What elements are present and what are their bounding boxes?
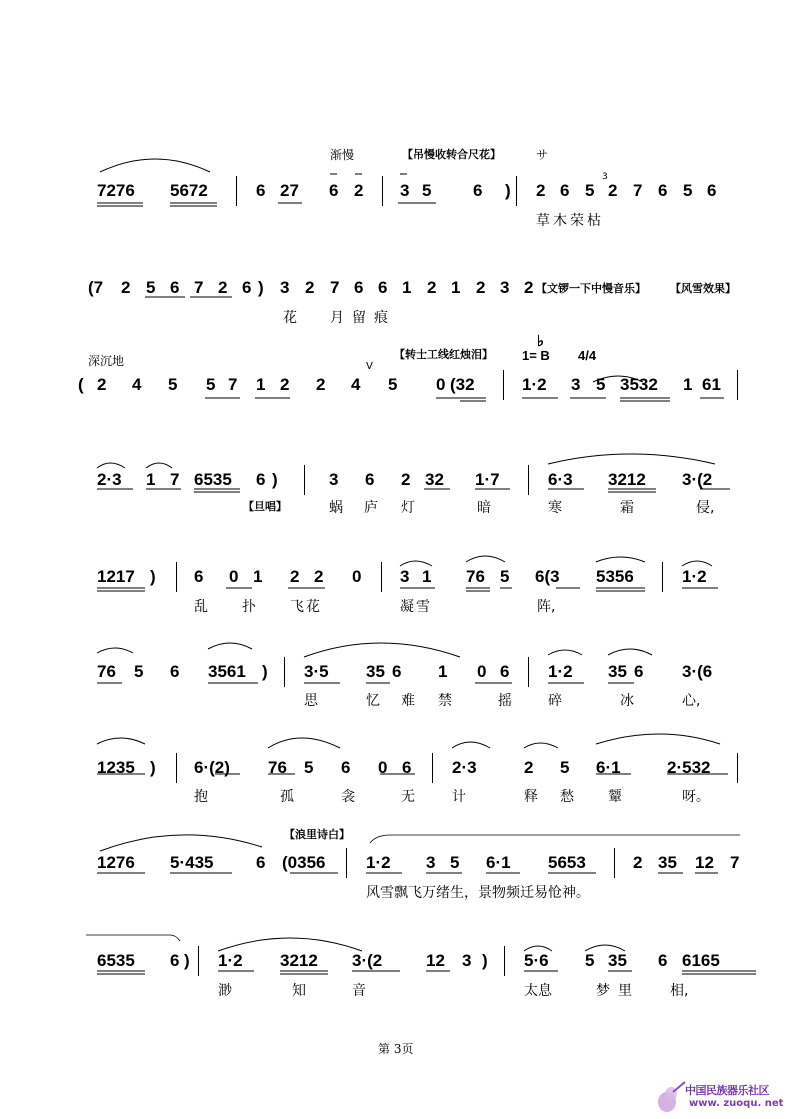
- lyric: 释: [524, 789, 538, 805]
- note-group: 35: [608, 662, 627, 681]
- section-tag: 【吊慢收转合尺花】: [402, 148, 501, 161]
- note: 2: [218, 278, 228, 297]
- time-signature: 4/4: [578, 348, 597, 363]
- note-group: 2·3: [452, 758, 477, 777]
- note-group: 6·(2): [194, 758, 230, 777]
- expression-mark: 深沉地: [88, 354, 125, 368]
- note: 5: [585, 181, 595, 200]
- note: 7: [330, 278, 340, 297]
- lyric: 乱: [194, 599, 208, 615]
- note: 5: [134, 662, 144, 681]
- note: 1: [683, 375, 693, 394]
- lyric: 冰: [620, 693, 634, 709]
- tempo-mark: 渐慢: [330, 148, 355, 162]
- note: 0: [229, 567, 239, 586]
- note-group: 6·1: [596, 758, 621, 777]
- note-group: 3212: [280, 951, 318, 970]
- lyric: 忆: [366, 693, 380, 709]
- note-group: 61: [702, 375, 721, 394]
- note-group: 6·3: [548, 470, 573, 489]
- lyric: 草木荣枯: [536, 213, 604, 229]
- note: 3: [426, 853, 436, 872]
- note: 6: [658, 181, 668, 200]
- close-paren: ): [150, 758, 156, 777]
- note-group: 3·(2: [682, 470, 713, 489]
- lyric: 难: [401, 693, 415, 709]
- note-group: 7276: [97, 181, 135, 200]
- section-tag: 【转士工线红烛泪】: [394, 348, 493, 361]
- lyric: 颦: [608, 789, 622, 805]
- role-tag: 【旦唱】: [243, 500, 287, 513]
- note: 6: [170, 951, 180, 970]
- lyric: 音: [352, 983, 366, 999]
- lyric: 扑: [242, 599, 256, 615]
- lyric: 思: [304, 693, 318, 709]
- note: (7: [88, 278, 104, 297]
- note-group: 3532: [620, 375, 658, 394]
- note: 2: [305, 278, 315, 297]
- recitation-text: 风雪飘飞万绪生，景物频迁易怆神。: [366, 885, 590, 901]
- lyric: 孤: [280, 789, 294, 805]
- note-group: 35: [658, 853, 677, 872]
- note: 0: [378, 758, 388, 777]
- note: 6: [707, 181, 717, 200]
- lyric: 灯: [401, 500, 415, 516]
- note: 6: [242, 278, 252, 297]
- note: 5: [422, 181, 432, 200]
- lyric: 知: [292, 983, 306, 999]
- note: 6: [256, 853, 266, 872]
- note: 7: [633, 181, 643, 200]
- lyric: 霜: [620, 500, 634, 516]
- note: 1: [422, 567, 432, 586]
- flat-sign: ♭: [537, 333, 545, 350]
- note: 2: [401, 470, 411, 489]
- watermark-logo: [655, 1080, 783, 1114]
- note: 5: [168, 375, 178, 394]
- note-group: 32: [425, 470, 444, 489]
- note: 6: [365, 470, 375, 489]
- note: 3: [329, 470, 339, 489]
- note-group: 3·(2: [352, 951, 383, 970]
- open-paren: (: [78, 375, 84, 394]
- note: 1: [146, 470, 156, 489]
- note: 0: [352, 567, 362, 586]
- note-group: 5653: [548, 853, 586, 872]
- note: 6: [560, 181, 570, 200]
- note: 6: [354, 278, 364, 297]
- section-tag: 【风雪效果】: [670, 282, 736, 295]
- note: 6: [500, 662, 510, 681]
- note: 5: [596, 375, 606, 394]
- lyric: 禁: [438, 693, 452, 709]
- free-meter-mark: サ: [536, 148, 549, 162]
- note: 2: [608, 181, 618, 200]
- note: 1: [451, 278, 461, 297]
- note-group: (0356: [282, 853, 326, 872]
- close-paren: ): [258, 278, 264, 297]
- note: 6: [170, 662, 180, 681]
- close-paren: ): [184, 951, 190, 970]
- note: 3: [571, 375, 581, 394]
- note-group: 5·6: [524, 951, 549, 970]
- lyric: 渺: [218, 983, 232, 999]
- note: 5: [585, 951, 595, 970]
- note-group: 1·2: [366, 853, 391, 872]
- section-tag: 【文锣一下中慢音乐】: [536, 282, 646, 295]
- lyric: 呀。: [682, 789, 710, 805]
- note-group: 5·435: [170, 853, 214, 872]
- breath-mark: V: [366, 361, 373, 372]
- lyric: 飞花: [290, 599, 322, 615]
- lyric: 无: [401, 789, 415, 805]
- note: 6: [392, 662, 402, 681]
- note: 5: [450, 853, 460, 872]
- note: 2: [427, 278, 437, 297]
- note: 6: [170, 278, 180, 297]
- note: 4: [351, 375, 361, 394]
- note: 1: [438, 662, 448, 681]
- note: 6: [329, 181, 339, 200]
- note: 3: [500, 278, 510, 297]
- note: 2: [476, 278, 486, 297]
- note: 3: [280, 278, 290, 297]
- note: 5: [683, 181, 693, 200]
- note: 7: [194, 278, 204, 297]
- grace-note: 3: [602, 172, 608, 182]
- lyric: 相,: [670, 983, 689, 999]
- lyric: 侵,: [696, 500, 715, 516]
- note: 7: [170, 470, 180, 489]
- lyric: 凝雪: [400, 599, 432, 615]
- note: 1: [256, 375, 266, 394]
- lyric: 月留痕: [330, 310, 396, 326]
- note-group: 3561: [208, 662, 246, 681]
- note-group: 1·2: [522, 375, 547, 394]
- section-tag: 【浪里诗白】: [284, 828, 350, 841]
- note-group: 3212: [608, 470, 646, 489]
- note-group: 3·(6: [682, 662, 713, 681]
- note: 2: [536, 181, 546, 200]
- lyric: 摇: [498, 693, 512, 709]
- note-group: 1·2: [218, 951, 243, 970]
- note: 5: [560, 758, 570, 777]
- page-number: 第 3页: [378, 1042, 414, 1056]
- note: 6: [658, 951, 668, 970]
- note: 6: [378, 278, 388, 297]
- note: 5: [388, 375, 398, 394]
- note: 2: [314, 567, 324, 586]
- note-group: 2·532: [667, 758, 711, 777]
- note: 4: [132, 375, 142, 394]
- note: 0: [436, 375, 446, 394]
- lyric: 太息: [524, 983, 552, 999]
- note: 2: [524, 278, 534, 297]
- note-group: 6(3: [535, 567, 560, 586]
- note-group: 2·3: [97, 470, 122, 489]
- note-group: 6·1: [486, 853, 511, 872]
- note-group: 12: [426, 951, 445, 970]
- note: 5: [146, 278, 156, 297]
- note-group: 6535: [194, 470, 232, 489]
- note: 6: [256, 181, 266, 200]
- note-group: (32: [450, 375, 475, 394]
- note: 7: [228, 375, 238, 394]
- note: 6: [473, 181, 483, 200]
- note: 6: [194, 567, 204, 586]
- lyric: 花: [283, 310, 297, 326]
- lyric: 愁: [560, 789, 574, 805]
- close-paren: ): [482, 951, 488, 970]
- note-group: 1276: [97, 853, 135, 872]
- note-group: 1217: [97, 567, 135, 586]
- note: 5: [206, 375, 216, 394]
- note-group: 35: [608, 951, 627, 970]
- lyric: 碎: [548, 693, 562, 709]
- note: 3: [400, 181, 410, 200]
- lyric: 衾: [341, 789, 355, 805]
- lyric: 庐: [364, 500, 378, 516]
- lyric: 阵,: [537, 599, 556, 615]
- note: 6: [256, 470, 266, 489]
- note: 3: [400, 567, 410, 586]
- note-group: 1·2: [548, 662, 573, 681]
- lyric: 暗: [477, 500, 491, 516]
- note-group: 6535: [97, 951, 135, 970]
- lyric: 心,: [682, 693, 701, 709]
- close-paren: ): [272, 470, 278, 489]
- lyric: 蜗: [329, 500, 343, 516]
- note: 2: [354, 181, 364, 200]
- note: 5: [500, 567, 510, 586]
- close-paren: ): [505, 181, 511, 200]
- note: 2: [316, 375, 326, 394]
- note: 7: [730, 853, 740, 872]
- lyric: 抱: [194, 789, 208, 805]
- watermark-url: www. zuoqu. net: [689, 1098, 784, 1109]
- note-group: 76: [268, 758, 287, 777]
- lyric: 梦里: [596, 983, 640, 999]
- note-group: 76: [97, 662, 116, 681]
- note: 2: [290, 567, 300, 586]
- close-paren: ): [262, 662, 268, 681]
- note-group: 35: [366, 662, 385, 681]
- note-group: 5672: [170, 181, 208, 200]
- note: 3: [462, 951, 472, 970]
- note: 1: [402, 278, 412, 297]
- lyric: 寒: [548, 500, 562, 516]
- note: 2: [97, 375, 107, 394]
- note: 2: [280, 375, 290, 394]
- note-group: 6165: [682, 951, 720, 970]
- note: 1: [253, 567, 263, 586]
- note-group: 76: [466, 567, 485, 586]
- note-group: 27: [280, 181, 299, 200]
- note-group: 12: [695, 853, 714, 872]
- note: 5: [304, 758, 314, 777]
- note: 6: [341, 758, 351, 777]
- close-paren: ): [150, 567, 156, 586]
- note-group: 1·7: [475, 470, 500, 489]
- note-group: 1·2: [682, 567, 707, 586]
- key-signature: 1= B: [522, 348, 550, 363]
- note-group: 3·5: [304, 662, 329, 681]
- note: 2: [121, 278, 131, 297]
- watermark-title: 中国民族器乐社区: [685, 1084, 769, 1097]
- lyric: 计: [452, 789, 466, 805]
- note: 0: [477, 662, 487, 681]
- note-group: 5356: [596, 567, 634, 586]
- note: 6: [402, 758, 412, 777]
- note: 6: [634, 662, 644, 681]
- note: 2: [524, 758, 534, 777]
- note: 2: [633, 853, 643, 872]
- note-group: 1235: [97, 758, 135, 777]
